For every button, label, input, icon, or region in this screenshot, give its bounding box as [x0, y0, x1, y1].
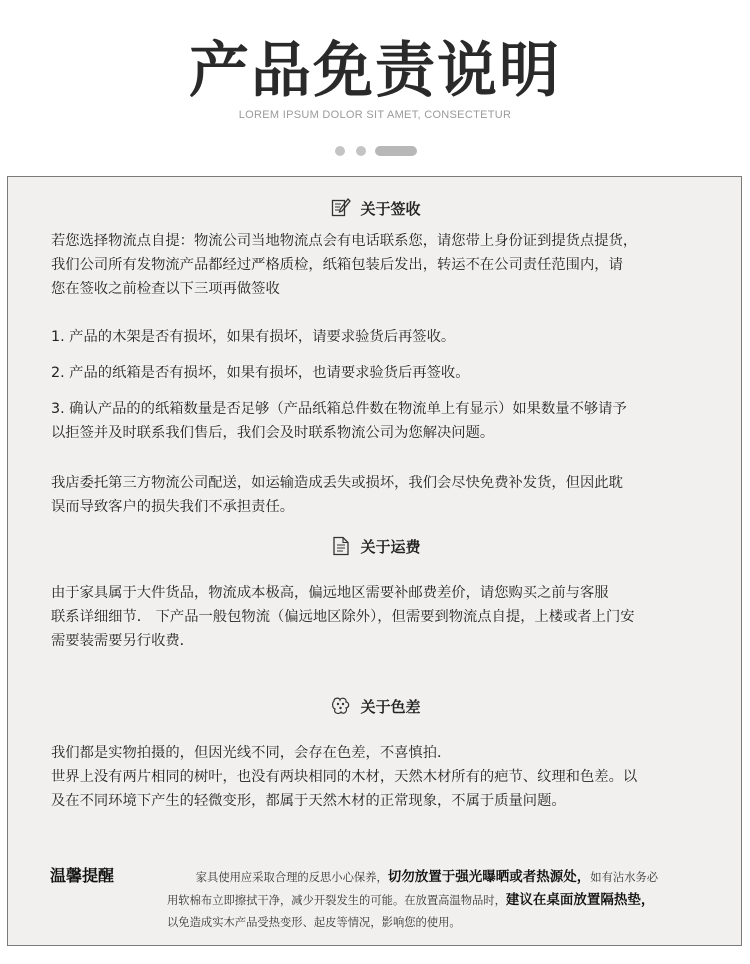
text-line: 3. 确认产品的的纸箱数量是否足够（产品纸箱总件数在物流单上有显示）如果数量不够请予	[51, 401, 627, 417]
indicator-dot	[356, 146, 366, 156]
text-line: 2. 产品的纸箱是否有损坏，如果有损坏，也请要求验货后再签收。	[51, 365, 470, 381]
signing-intro	[51, 229, 711, 301]
text-line: 误而导致客户的损失我们不承担责任。	[51, 499, 295, 515]
tip-text: 如有沾水务必	[590, 871, 659, 884]
indicator-dot	[335, 146, 345, 156]
text-line: 您在签收之前检查以下三项再做签收	[51, 281, 280, 297]
text-line: 以拒签并及时联系我们售后，我们会及时联系物流公司为您解决问题。	[51, 425, 495, 441]
section-heading-signing	[8, 197, 743, 221]
tip-emphasis: 建议在桌面放置隔热垫，	[505, 892, 655, 908]
text-line: 1. 产品的木架是否有损坏，如果有损坏，请要求验货后再签收。	[51, 329, 456, 345]
document-icon	[330, 535, 352, 557]
signing-note	[51, 471, 711, 519]
section-title: 关于签收	[360, 199, 421, 218]
signing-item-3	[51, 397, 711, 445]
section-title: 关于运费	[360, 537, 421, 556]
text-line	[167, 889, 717, 912]
text-line: 我店委托第三方物流公司配送，如运输造成丢失或损坏，我们会尽快免费补发货，但因此耽	[51, 475, 623, 491]
tip-body	[167, 866, 717, 934]
tip-label: 温馨提醒	[50, 866, 115, 885]
tip-emphasis: 切勿放置于强光曝晒或者热源处，	[387, 869, 591, 885]
section-title: 关于色差	[360, 697, 421, 716]
signing-item-1	[51, 325, 711, 349]
text-line: 联系详细细节． 下产品一般包物流（偏远地区除外），但需要到物流点自提，上楼或者上门安	[51, 609, 635, 625]
text-line: 由于家具属于大件货品，物流成本极高，偏远地区需要补邮费差价，请您购买之前与客服	[51, 585, 609, 601]
color-body	[51, 741, 711, 813]
text-line: 若您选择物流点自提：物流公司当地物流点会有电话联系您，请您带上身份证到提货点提货，	[51, 233, 638, 249]
page-title: 产品免责说明	[189, 36, 561, 106]
text-line: 我们都是实物拍摄的，但因光线不同，会存在色差，不喜慎拍．	[51, 745, 452, 761]
tip-text: 用软棉布立即擦拭干净，减少开裂发生的可能。在放置高温物品时，	[167, 894, 506, 907]
disclaimer-panel	[7, 176, 742, 946]
text-line: 以免造成实木产品受热变形、起皮等情况，影响您的使用。	[167, 916, 461, 929]
section-heading-color	[8, 695, 743, 719]
text-line: 世界上没有两片相同的树叶，也没有两块相同的木材，天然木材所有的疤节、纹理和色差。以	[51, 769, 638, 785]
section-heading-shipping	[8, 535, 743, 559]
tip-text: 家具使用应采取合理的反思小心保养，	[195, 871, 388, 884]
text-line: 及在不同环境下产生的轻微变形，都属于天然木材的正常现象，不属于质量问题。	[51, 793, 566, 809]
text-line	[167, 866, 717, 889]
puzzle-palette-icon	[330, 695, 352, 717]
shipping-body	[51, 581, 711, 653]
pen-on-paper-icon	[330, 197, 352, 219]
text-line: 需要装需要另行收费．	[51, 633, 194, 649]
signing-item-2	[51, 361, 711, 385]
text-line: 我们公司所有发物流产品都经过严格质检，纸箱包装后发出，转运不在公司责任范围内，请	[51, 257, 623, 273]
page-subtitle: LOREM IPSUM DOLOR SIT AMET, CONSECTETUR	[238, 109, 512, 121]
indicator-active	[375, 146, 417, 156]
